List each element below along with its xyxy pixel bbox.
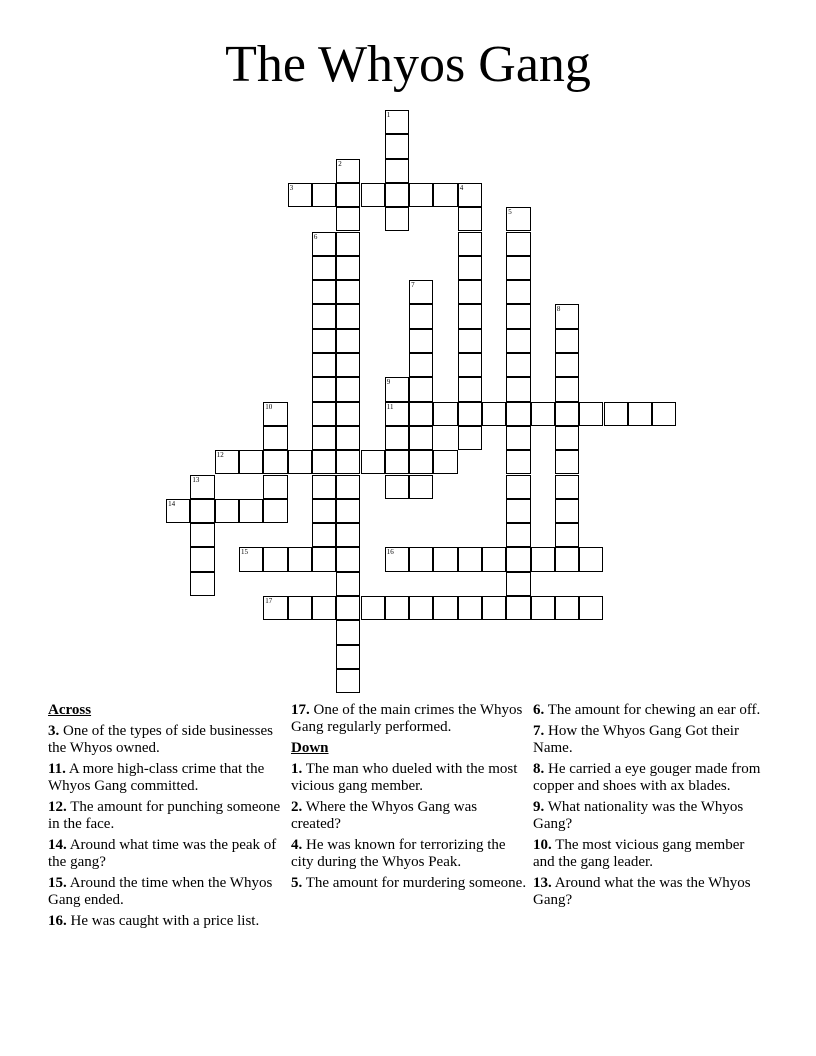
- grid-cell[interactable]: [506, 377, 530, 401]
- grid-cell[interactable]: [385, 134, 409, 158]
- grid-cell[interactable]: [506, 523, 530, 547]
- grid-cell[interactable]: [312, 547, 336, 571]
- grid-cell[interactable]: [336, 232, 360, 256]
- puzzle-title: The Whyos Gang: [225, 36, 591, 93]
- grid-cell[interactable]: [239, 450, 263, 474]
- clue-across-3: 3. One of the types of side businesses the Whyos owned.: [48, 723, 273, 756]
- grid-cell[interactable]: [458, 280, 482, 304]
- grid-cell[interactable]: [555, 596, 579, 620]
- grid-cell[interactable]: [506, 572, 530, 596]
- grid-cell[interactable]: [409, 183, 433, 207]
- clue-across-15: 15. Around the time when the Whyos Gang ended.: [48, 875, 273, 908]
- grid-cell[interactable]: [555, 475, 579, 499]
- grid-cell[interactable]: [652, 402, 676, 426]
- grid-cell[interactable]: [458, 353, 482, 377]
- grid-cell[interactable]: [409, 547, 433, 571]
- grid-cell[interactable]: [555, 402, 579, 426]
- grid-cell[interactable]: [312, 183, 336, 207]
- clue-down-13: 13. Around what the was the Whyos Gang?: [533, 875, 751, 908]
- grid-cell[interactable]: [263, 426, 287, 450]
- grid-cell[interactable]: [409, 402, 433, 426]
- clue-across-14: 14. Around what time was the peak of the gang?: [48, 837, 277, 870]
- grid-cell[interactable]: [433, 596, 457, 620]
- grid-cell[interactable]: [433, 450, 457, 474]
- grid-cell[interactable]: [531, 596, 555, 620]
- grid-cell[interactable]: [336, 377, 360, 401]
- grid-cell[interactable]: [628, 402, 652, 426]
- grid-cell[interactable]: [239, 547, 263, 571]
- grid-cell[interactable]: [190, 475, 214, 499]
- grid-cell[interactable]: [458, 183, 482, 207]
- grid-cell[interactable]: [312, 377, 336, 401]
- clue-number: 14: [168, 499, 176, 508]
- grid-cell[interactable]: [409, 304, 433, 328]
- grid-cell[interactable]: [336, 450, 360, 474]
- grid-cell[interactable]: [336, 207, 360, 231]
- grid-cell[interactable]: [263, 475, 287, 499]
- grid-cell[interactable]: [312, 232, 336, 256]
- grid-cell[interactable]: [433, 183, 457, 207]
- grid-cell[interactable]: [506, 402, 530, 426]
- grid-cell[interactable]: [263, 499, 287, 523]
- grid-cell[interactable]: [336, 256, 360, 280]
- grid-cell[interactable]: [361, 596, 385, 620]
- grid-cell[interactable]: [433, 547, 457, 571]
- grid-cell[interactable]: [409, 450, 433, 474]
- grid-cell[interactable]: [506, 256, 530, 280]
- grid-cell[interactable]: [385, 475, 409, 499]
- clue-down-4: 4. He was known for terrorizing the city during the Whyos Peak.: [291, 837, 506, 870]
- grid-cell[interactable]: [312, 523, 336, 547]
- grid-cell[interactable]: [506, 329, 530, 353]
- grid-cell[interactable]: [458, 304, 482, 328]
- grid-cell[interactable]: [458, 596, 482, 620]
- grid-cell[interactable]: [506, 426, 530, 450]
- clue-across-11: 11. A more high-class crime that the Whyos Gang committed.: [48, 761, 265, 794]
- grid-cell[interactable]: [506, 596, 530, 620]
- grid-cell[interactable]: [312, 499, 336, 523]
- grid-cell[interactable]: [555, 329, 579, 353]
- grid-cell[interactable]: [555, 304, 579, 328]
- clue-across-17: 17. One of the main crimes the Whyos Gang regularly performed.: [291, 702, 523, 735]
- grid-cell[interactable]: [506, 304, 530, 328]
- grid-cell[interactable]: [482, 547, 506, 571]
- down-heading: Down: [291, 740, 329, 756]
- grid-cell[interactable]: [409, 596, 433, 620]
- grid-cell[interactable]: [555, 426, 579, 450]
- across-heading: Across: [48, 702, 92, 718]
- grid-cell[interactable]: [263, 450, 287, 474]
- grid-cell[interactable]: [190, 523, 214, 547]
- grid-cell[interactable]: [336, 499, 360, 523]
- clue-number: 7: [411, 281, 415, 290]
- clues-column-2: [291, 702, 527, 896]
- clue-number: 15: [241, 548, 248, 557]
- clue-down-9: 9. What nationality was the Whyos Gang?: [533, 799, 744, 832]
- grid-cell[interactable]: [604, 402, 628, 426]
- grid-cell[interactable]: [579, 596, 603, 620]
- grid-cell[interactable]: [506, 353, 530, 377]
- clue-down-7: 7. How the Whyos Gang Got their Name.: [533, 723, 739, 756]
- grid-cell[interactable]: [385, 547, 409, 571]
- clue-number: 5: [508, 208, 512, 217]
- clue-number: 6: [313, 232, 318, 241]
- grid-cell[interactable]: [166, 499, 190, 523]
- grid-cell[interactable]: [385, 377, 409, 401]
- grid-cell[interactable]: [336, 329, 360, 353]
- grid-cell[interactable]: [482, 402, 506, 426]
- clue-number: 13: [192, 475, 200, 484]
- clue-number: 1: [386, 111, 391, 119]
- grid-cell[interactable]: [409, 475, 433, 499]
- grid-cell[interactable]: [506, 475, 530, 499]
- grid-cell[interactable]: [555, 450, 579, 474]
- clue-number: 16: [386, 548, 394, 557]
- clue-number: 2: [338, 159, 342, 168]
- grid-cell[interactable]: [312, 280, 336, 304]
- grid-cell[interactable]: [458, 402, 482, 426]
- grid-cell[interactable]: [531, 402, 555, 426]
- grid-cell[interactable]: [312, 256, 336, 280]
- grid-cell[interactable]: [288, 596, 312, 620]
- grid-cell[interactable]: [555, 499, 579, 523]
- grid-cell[interactable]: [336, 402, 360, 426]
- clue-number: 4: [459, 183, 464, 192]
- clue-number: 17: [265, 597, 273, 605]
- clue-number: 9: [386, 378, 391, 387]
- grid-cell[interactable]: [385, 183, 409, 207]
- grid-cell[interactable]: [336, 183, 360, 207]
- grid-cell[interactable]: [458, 426, 482, 450]
- grid-cell[interactable]: [458, 377, 482, 401]
- grid-cell[interactable]: [312, 475, 336, 499]
- grid-cell[interactable]: [555, 523, 579, 547]
- grid-cell[interactable]: [336, 596, 360, 620]
- grid-cell[interactable]: [579, 402, 603, 426]
- grid-cell[interactable]: [336, 645, 360, 669]
- grid-cell[interactable]: [190, 499, 214, 523]
- grid-cell[interactable]: [433, 402, 457, 426]
- grid-cell[interactable]: [312, 450, 336, 474]
- grid-cell[interactable]: [288, 547, 312, 571]
- grid-cell[interactable]: [336, 159, 360, 183]
- grid-cell[interactable]: [458, 547, 482, 571]
- clues-column-3: [533, 702, 765, 913]
- grid-cell[interactable]: [555, 377, 579, 401]
- grid-cell[interactable]: [215, 450, 239, 474]
- grid-cell[interactable]: [336, 280, 360, 304]
- grid-cell[interactable]: [409, 329, 433, 353]
- grid-cell[interactable]: [336, 572, 360, 596]
- grid-cell[interactable]: [336, 669, 360, 693]
- grid-cell[interactable]: [555, 547, 579, 571]
- clue-down-2: 2. Where the Whyos Gang was created?: [291, 799, 478, 832]
- grid-cell[interactable]: [506, 232, 530, 256]
- grid-cell[interactable]: [482, 596, 506, 620]
- clue-down-8: 8. He carried a eye gouger made from copper and shoes with ax blades.: [533, 761, 761, 794]
- clue-down-10: 10. The most vicious gang member and the gang leader.: [533, 837, 745, 870]
- grid-cell[interactable]: [263, 547, 287, 571]
- grid-cell[interactable]: [409, 426, 433, 450]
- grid-cell[interactable]: [409, 377, 433, 401]
- clue-across-12: 12. The amount for punching someone in the face.: [48, 799, 281, 832]
- grid-cell[interactable]: [336, 523, 360, 547]
- clue-across-16: 16. He was caught with a price list.: [48, 913, 260, 929]
- grid-cell[interactable]: [555, 353, 579, 377]
- clues-column-1: [48, 702, 284, 934]
- clue-number: 10: [265, 402, 273, 411]
- grid-cell[interactable]: [458, 207, 482, 231]
- grid-cell[interactable]: [336, 475, 360, 499]
- grid-cell[interactable]: [531, 547, 555, 571]
- grid-cell[interactable]: [239, 499, 263, 523]
- grid-cell[interactable]: [385, 426, 409, 450]
- grid-cell[interactable]: [312, 353, 336, 377]
- clue-number: 12: [216, 451, 224, 460]
- grid-cell[interactable]: [288, 183, 312, 207]
- grid-cell[interactable]: [215, 499, 239, 523]
- grid-cell[interactable]: [312, 304, 336, 328]
- clue-number: 11: [386, 402, 394, 411]
- grid-cell[interactable]: [312, 596, 336, 620]
- grid-cell[interactable]: [263, 596, 287, 620]
- clue-down-5: 5. The amount for murdering someone.: [291, 875, 527, 891]
- grid-cell[interactable]: [263, 402, 287, 426]
- grid-cell[interactable]: [361, 450, 385, 474]
- grid-cell[interactable]: [385, 596, 409, 620]
- grid-cell[interactable]: [506, 450, 530, 474]
- grid-cell[interactable]: [288, 450, 312, 474]
- grid-cell[interactable]: [361, 183, 385, 207]
- grid-cell[interactable]: [190, 547, 214, 571]
- grid-cell[interactable]: [409, 280, 433, 304]
- grid-cell[interactable]: [190, 572, 214, 596]
- clue-down-6: 6. The amount for chewing an ear off.: [533, 702, 761, 718]
- grid-cell[interactable]: [385, 110, 409, 134]
- grid-cell[interactable]: [312, 426, 336, 450]
- grid-cell[interactable]: [336, 353, 360, 377]
- grid-cell[interactable]: [336, 620, 360, 644]
- grid-cell[interactable]: [385, 402, 409, 426]
- grid-cell[interactable]: [506, 499, 530, 523]
- grid-cell[interactable]: [458, 256, 482, 280]
- grid-cell[interactable]: [385, 450, 409, 474]
- clue-number: 3: [289, 183, 294, 192]
- grid-cell[interactable]: [385, 159, 409, 183]
- grid-cell[interactable]: [506, 280, 530, 304]
- grid-cell[interactable]: [336, 426, 360, 450]
- grid-cell[interactable]: [385, 207, 409, 231]
- clue-down-1: 1. The man who dueled with the most vicious gang member.: [291, 761, 518, 794]
- clue-number: 8: [556, 305, 561, 314]
- grid-cell[interactable]: [458, 232, 482, 256]
- grid-cell[interactable]: [579, 547, 603, 571]
- grid-cell[interactable]: [458, 329, 482, 353]
- grid-cell[interactable]: [312, 329, 336, 353]
- grid-cell[interactable]: [506, 547, 530, 571]
- grid-cell[interactable]: [506, 207, 530, 231]
- grid-cell[interactable]: [312, 402, 336, 426]
- grid-cell[interactable]: [409, 353, 433, 377]
- grid-cell[interactable]: [336, 547, 360, 571]
- grid-cell[interactable]: [336, 304, 360, 328]
